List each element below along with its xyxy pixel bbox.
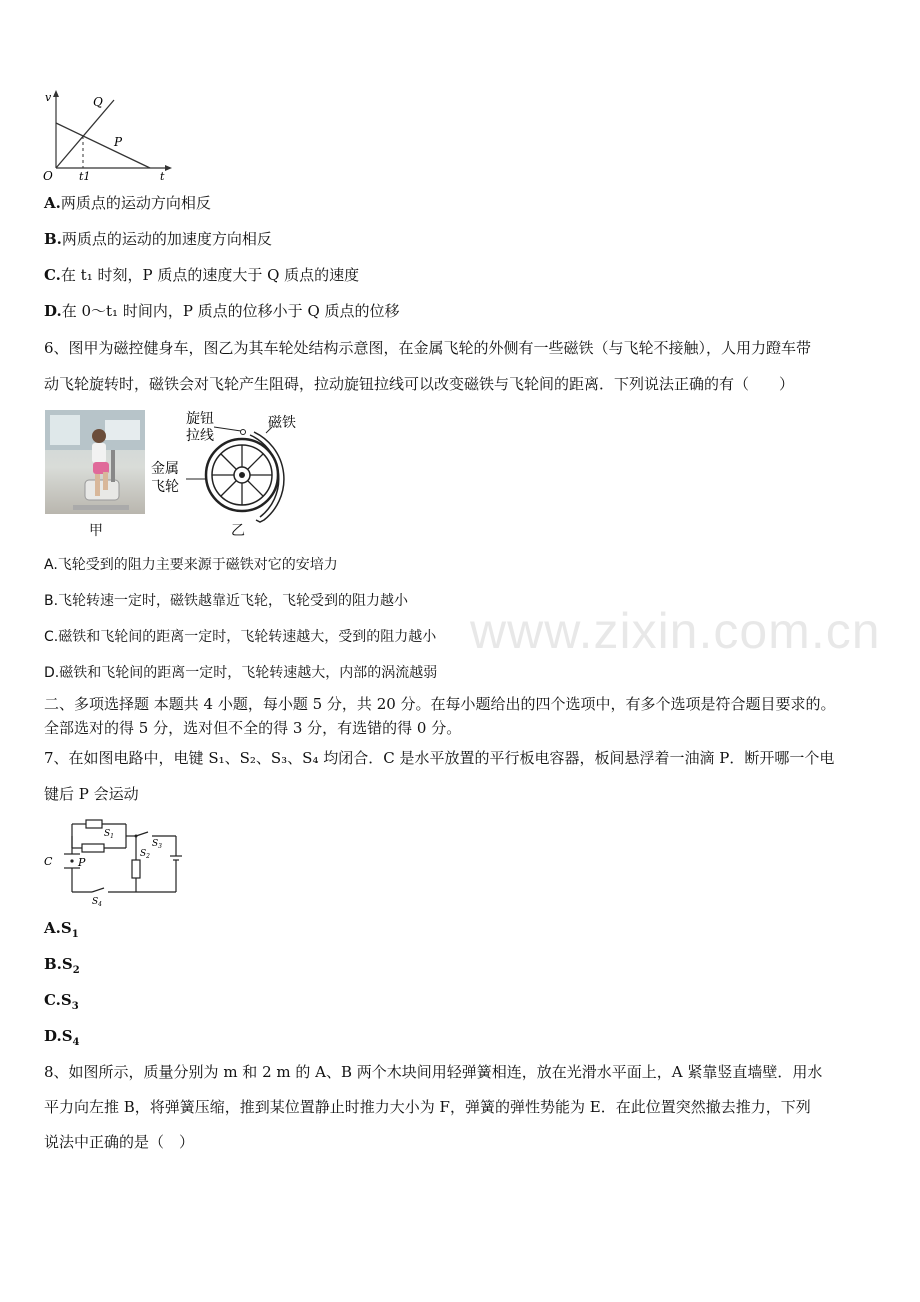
q7-option-d-sub: 4 bbox=[72, 1037, 80, 1048]
q7-option-c-label: C.S bbox=[44, 991, 72, 1009]
q5-option-a-text: 两质点的运动方向相反 bbox=[60, 194, 211, 212]
q5-option-d bbox=[44, 301, 400, 321]
label-knob-1: 旋钮 bbox=[186, 411, 214, 427]
x-axis-arrow bbox=[165, 165, 172, 171]
q7-stem-line2: 键后 P 会运动 bbox=[44, 785, 139, 803]
q8-stem-line1: 8、如图所示，质量分别为 m 和 2 m 的 A、B 两个木块间用轻弹簧相连，放在光滑水平面上，A 紧靠竖直墙壁．用水 bbox=[44, 1063, 823, 1081]
vt-graph bbox=[40, 88, 180, 184]
figure-caption-yi: 乙 bbox=[231, 523, 245, 539]
origin-label: O bbox=[43, 169, 53, 183]
q6-stem-line1: 6、图甲为磁控健身车，图乙为其车轮处结构示意图，在金属飞轮的外侧有一些磁铁（与飞轮不接触），人用力蹬车带 bbox=[44, 339, 812, 357]
flywheel-axle bbox=[239, 472, 245, 478]
label-knob-2: 拉线 bbox=[186, 428, 214, 444]
line-q bbox=[56, 100, 114, 168]
figure-caption-jia: 甲 bbox=[89, 523, 103, 539]
q5-option-b-label: B. bbox=[44, 230, 62, 248]
line-p-label: P bbox=[114, 135, 123, 149]
flywheel-diagram bbox=[148, 405, 308, 545]
q7-option-a-label: A.S bbox=[44, 919, 72, 937]
q5-option-d-label: D. bbox=[44, 302, 62, 320]
q7-option-c bbox=[44, 990, 79, 1017]
q6-option-a: A.飞轮受到的阻力主要来源于磁铁对它的安培力 bbox=[44, 557, 338, 573]
exercise-bike-photo bbox=[45, 410, 145, 514]
q7-option-b-label: B.S bbox=[44, 955, 73, 973]
q7-option-d bbox=[44, 1026, 80, 1053]
watermark: www.zixin.com.cn bbox=[470, 603, 881, 659]
t1-label: t1 bbox=[79, 170, 91, 183]
q5-option-b bbox=[44, 229, 272, 249]
knob-point bbox=[241, 430, 246, 435]
label-wheel-2: 飞轮 bbox=[151, 479, 179, 495]
q8-stem-line2: 平力向左推 B，将弹簧压缩，推到某位置静止时推力大小为 F，弹簧的弹性势能为 E．在此位置突然撤去推力，下列 bbox=[44, 1098, 811, 1116]
x-axis-label: t bbox=[160, 170, 165, 183]
q6-option-d: D.磁铁和飞轮间的距离一定时，飞轮转速越大，内部的涡流越弱 bbox=[44, 665, 438, 681]
q6-option-c: C.磁铁和飞轮间的距离一定时，飞轮转速越大，受到的阻力越小 bbox=[44, 629, 437, 645]
q6-option-b: B.飞轮转速一定时，磁铁越靠近飞轮，飞轮受到的阻力越小 bbox=[44, 593, 409, 609]
q7-option-c-sub: 3 bbox=[71, 1001, 79, 1012]
q8-stem-line3: 说法中正确的是（ ） bbox=[44, 1133, 195, 1151]
q7-option-b-sub: 2 bbox=[72, 965, 80, 976]
label-s4: $S_4$ bbox=[92, 897, 102, 908]
line-q-label: Q bbox=[93, 95, 103, 109]
section2-line2: 全部选对的得 5 分，选对但不全的得 3 分，有选错的得 0 分。 bbox=[44, 719, 462, 737]
q6-stem-line2: 动飞轮旋转时，磁铁会对飞轮产生阻碍，拉动旋钮拉线可以改变磁铁与飞轮间的距离．下列说法正确的有（ ） bbox=[44, 375, 795, 393]
label-c: C bbox=[44, 855, 53, 868]
q7-option-a-sub: 1 bbox=[71, 929, 79, 940]
q7-option-a bbox=[44, 918, 79, 945]
label-p: P bbox=[78, 856, 86, 869]
q7-option-d-label: D.S bbox=[44, 1027, 73, 1045]
q5-option-a bbox=[44, 193, 211, 213]
q5-option-b-text: 两质点的运动的加速度方向相反 bbox=[61, 230, 272, 248]
q5-option-c-label: C. bbox=[44, 266, 61, 284]
label-wheel-1: 金属 bbox=[151, 461, 179, 477]
q5-option-a-label: A. bbox=[44, 194, 61, 212]
section2-line1: 二、多项选择题 本题共 4 小题，每小题 5 分，共 20 分。在每小题给出的四个选项中，有多个选项是符合题目要求的。 bbox=[44, 695, 836, 713]
q5-option-c bbox=[44, 265, 359, 285]
line-p bbox=[56, 123, 150, 168]
label-s3: $S_3$ bbox=[152, 839, 162, 850]
y-axis-label: v bbox=[45, 91, 52, 104]
q7-stem-line1: 7、在如图电路中，电键 S₁、S₂、S₃、S₄ 均闭合．C 是水平放置的平行板电容器，板间悬浮着一油滴 P．断开哪一个电 bbox=[44, 749, 835, 767]
q7-option-b bbox=[44, 954, 80, 981]
q5-option-c-text: 在 t₁ 时刻，P 质点的速度大于 Q 质点的速度 bbox=[60, 266, 360, 284]
label-s1: $S_1$ bbox=[104, 829, 114, 840]
circuit-diagram bbox=[42, 812, 182, 908]
label-magnet: 磁铁 bbox=[268, 415, 296, 431]
y-axis-arrow bbox=[53, 90, 59, 97]
q5-option-d-text: 在 0～t₁ 时间内，P 质点的位移小于 Q 质点的位移 bbox=[61, 302, 400, 320]
label-s2: $S_2$ bbox=[140, 849, 150, 860]
